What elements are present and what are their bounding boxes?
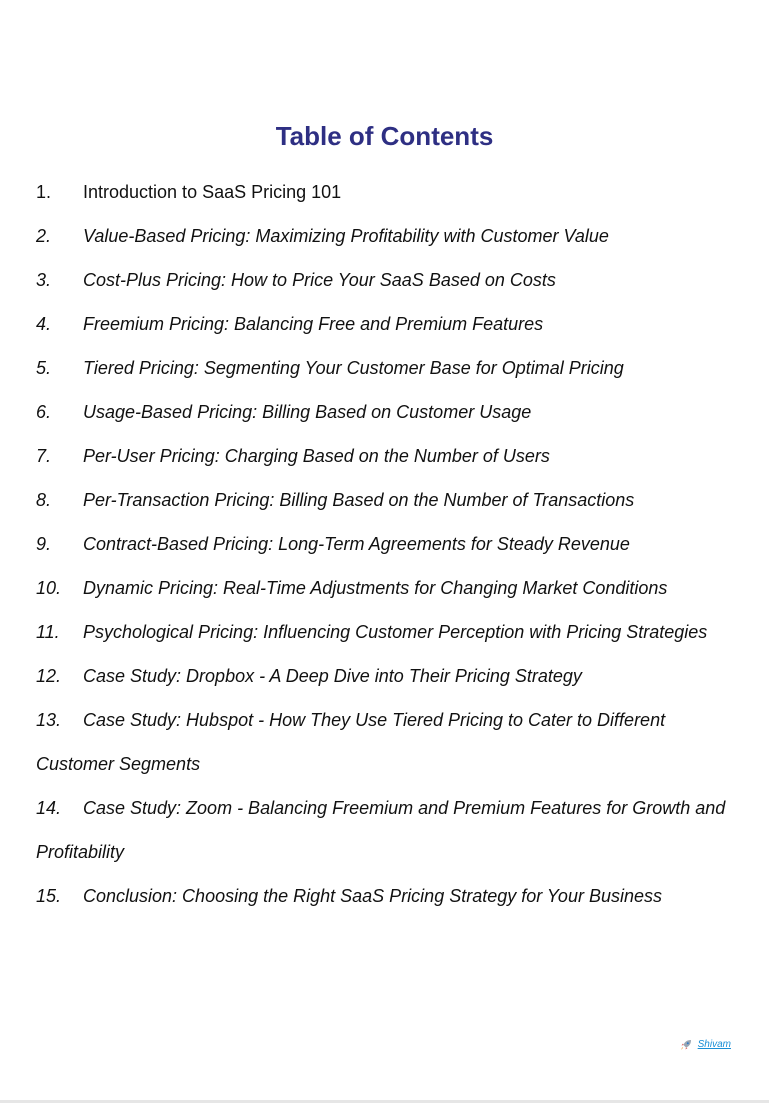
toc-entry-number: 3. (36, 270, 52, 290)
toc-entry-text: Introduction to SaaS Pricing 101 (83, 182, 342, 202)
toc-entry-14-continuation (36, 830, 736, 874)
toc-entry-text: Tiered Pricing: Segmenting Your Customer Base for Optimal Pricing (83, 358, 624, 378)
toc-entry-number: 13. (36, 710, 62, 730)
toc-entry-3 (36, 258, 736, 302)
toc-list (36, 170, 736, 918)
toc-entry-2 (36, 214, 736, 258)
rocket-icon (680, 1039, 692, 1051)
toc-entry-number: 2. (36, 226, 52, 246)
toc-entry-number: 7. (36, 446, 52, 466)
toc-entry-15 (36, 874, 736, 918)
toc-entry-9 (36, 522, 736, 566)
toc-entry-text: Conclusion: Choosing the Right SaaS Pricing Strategy for Your Business (83, 886, 662, 906)
toc-entry-10 (36, 566, 736, 610)
toc-entry-text: Cost-Plus Pricing: How to Price Your SaaS Based on Costs (83, 270, 556, 290)
toc-entry-number: 5. (36, 358, 52, 378)
toc-entry-text: Value-Based Pricing: Maximizing Profitability with Customer Value (83, 226, 609, 246)
toc-entry-13 (36, 698, 736, 742)
toc-entry-1 (36, 170, 736, 214)
toc-title: Table of Contents (275, 121, 494, 151)
toc-entry-4 (36, 302, 736, 346)
toc-entry-11 (36, 610, 736, 654)
toc-entry-12 (36, 654, 736, 698)
toc-entry-text: Case Study: Hubspot - How They Use Tiered Pricing to Cater to Different (83, 710, 666, 730)
author-link[interactable]: Shivam (697, 1039, 731, 1050)
toc-entry-number: 9. (36, 534, 52, 554)
toc-entry-13-continuation (36, 742, 736, 786)
toc-entry-8 (36, 478, 736, 522)
toc-entry-number: 6. (36, 402, 52, 422)
toc-entry-text: Per-User Pricing: Charging Based on the Number of Users (83, 446, 550, 466)
toc-entry-14 (36, 786, 736, 830)
toc-entry-5 (36, 346, 736, 390)
toc-entry-number: 1. (36, 182, 52, 202)
toc-entry-text: Case Study: Zoom - Balancing Freemium and Premium Features for Growth and (83, 798, 726, 818)
toc-entry-number: 15. (36, 886, 62, 906)
toc-entry-number: 10. (36, 578, 62, 598)
toc-entry-text: Freemium Pricing: Balancing Free and Premium Features (83, 314, 544, 334)
toc-entry-text: Psychological Pricing: Influencing Customer Perception with Pricing Strategies (83, 622, 708, 642)
toc-entry-number: 12. (36, 666, 62, 686)
toc-entry-number: 11. (36, 622, 60, 642)
toc-entry-text: Contract-Based Pricing: Long-Term Agreements for Steady Revenue (83, 534, 630, 554)
toc-entry-number: 14. (36, 798, 62, 818)
toc-entry-continuation-text: Profitability (36, 842, 125, 862)
toc-entry-continuation-text: Customer Segments (36, 754, 201, 774)
footer-attribution (680, 1038, 731, 1053)
toc-entry-text: Per-Transaction Pricing: Billing Based on the Number of Transactions (83, 490, 635, 510)
toc-entry-text: Usage-Based Pricing: Billing Based on Customer Usage (83, 402, 532, 422)
toc-entry-text: Case Study: Dropbox - A Deep Dive into Their Pricing Strategy (83, 666, 582, 686)
toc-entry-text: Dynamic Pricing: Real-Time Adjustments for Changing Market Conditions (83, 578, 668, 598)
toc-entry-number: 4. (36, 314, 52, 334)
toc-entry-7 (36, 434, 736, 478)
toc-entry-6 (36, 390, 736, 434)
toc-entry-number: 8. (36, 490, 52, 510)
